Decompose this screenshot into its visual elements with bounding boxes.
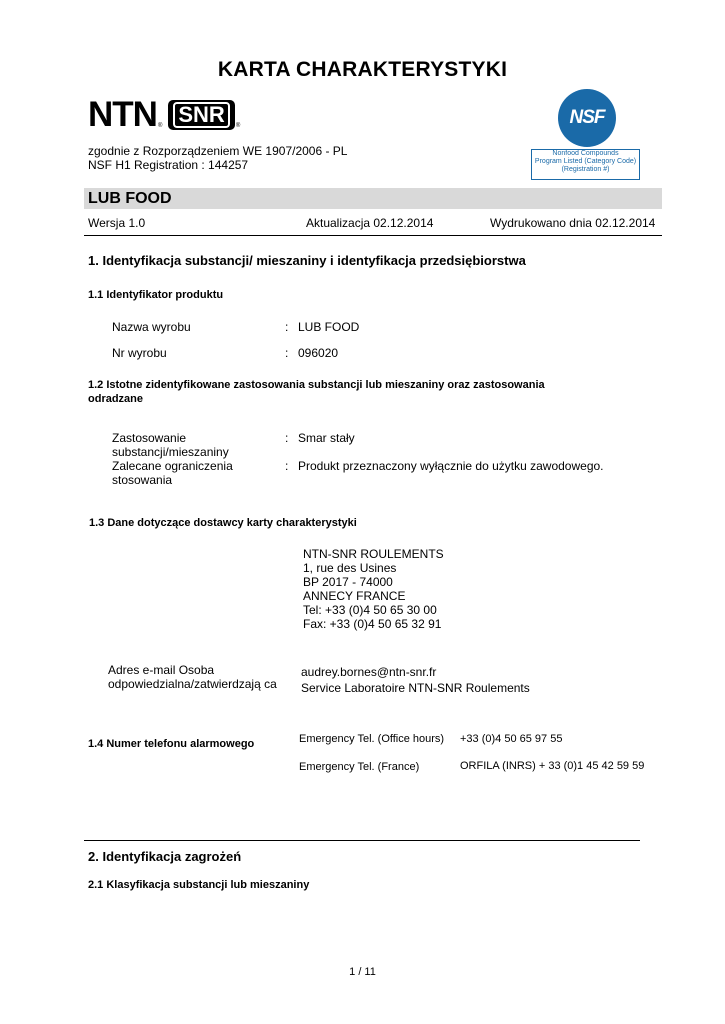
colon: : xyxy=(285,346,289,360)
header-divider xyxy=(84,235,662,236)
colon: : xyxy=(285,459,289,473)
section-1-2-heading xyxy=(88,378,545,406)
restriction-label xyxy=(112,459,233,487)
section-divider xyxy=(84,840,640,841)
email-link[interactable]: audrey.bornes@ntn-snr.fr xyxy=(301,665,437,679)
restriction-label-line-2: stosowania xyxy=(112,473,173,487)
use-value: Smar stały xyxy=(298,431,355,445)
colon: : xyxy=(285,431,289,445)
page-number: 1 / 11 xyxy=(349,966,376,978)
section-1-3-heading: 1.3 Dane dotyczące dostawcy karty charakterystyki xyxy=(89,517,357,529)
emergency-value-france: ORFILA (INRS) + 33 (0)1 45 42 59 59 xyxy=(460,760,645,772)
version: Wersja 1.0 xyxy=(88,216,146,230)
document-title: KARTA CHARAKTERYSTYKI xyxy=(217,58,508,81)
product-number-value: 096020 xyxy=(298,346,339,360)
restriction-label-line-1: Zalecane ograniczenia xyxy=(112,459,233,473)
address-line: NTN-SNR ROULEMENTS xyxy=(303,547,444,561)
address-line: Fax: +33 (0)4 50 65 32 91 xyxy=(303,617,442,631)
print-date: Wydrukowano dnia 02.12.2014 xyxy=(490,216,656,230)
section-2-1-heading: 2.1 Klasyfikacja substancji lub mieszaniny xyxy=(88,879,310,891)
nsf-box-line-2: Program Listed (Category Code) xyxy=(534,158,637,165)
product-name-value: LUB FOOD xyxy=(298,320,360,334)
ntn-logo-text: NTN xyxy=(88,95,157,134)
address-line: Tel: +33 (0)4 50 65 30 00 xyxy=(303,603,437,617)
use-label xyxy=(112,431,229,459)
address-line: ANNECY FRANCE xyxy=(303,589,406,603)
section-1-2-heading-line-2: odradzane xyxy=(88,393,144,405)
nsf-box-line-3: (Registration #) xyxy=(561,166,610,173)
registration-info xyxy=(88,144,347,172)
email-label-line-1: Adres e-mail Osoba xyxy=(108,663,215,677)
ntn-snr-logo xyxy=(88,97,240,133)
section-1-2-heading-line-1: 1.2 Istotne zidentyfikowane zastosowania substancji lub mieszaniny oraz zastosowania xyxy=(88,379,545,391)
regulation-text: zgodnie z Rozporządzeniem WE 1907/2006 - PL xyxy=(88,144,348,158)
update-date: Aktualizacja 02.12.2014 xyxy=(306,216,434,230)
colon: : xyxy=(285,320,289,334)
section-1-1-heading: 1.1 Identyfikator produktu xyxy=(88,289,224,301)
snr-logo xyxy=(168,100,234,130)
email-label-line-2: odpowiedzialna/zatwierdzają ca xyxy=(108,677,277,691)
supplier-address xyxy=(303,547,444,631)
address-line: BP 2017 - 74000 xyxy=(303,575,393,589)
emergency-label-office: Emergency Tel. (Office hours) xyxy=(299,733,445,745)
nsf-box-line-1: Nonfood Compounds xyxy=(552,150,619,157)
emergency-value-office: +33 (0)4 50 65 97 55 xyxy=(460,733,563,745)
service-name: Service Laboratoire NTN-SNR Roulements xyxy=(301,681,530,695)
registered-mark-2: ® xyxy=(235,123,241,129)
registered-mark: ® xyxy=(157,123,163,129)
nsf-logo xyxy=(558,89,616,147)
section-2-heading: 2. Identyfikacja zagrożeń xyxy=(88,849,242,864)
product-name-label: Nazwa wyrobu xyxy=(112,320,191,334)
emergency-label-france: Emergency Tel. (France) xyxy=(299,761,420,773)
nsf-listing-box xyxy=(531,149,640,180)
address-line: 1, rue des Usines xyxy=(303,561,397,575)
section-1-heading: 1. Identyfikacja substancji/ mieszaniny i identyfikacja przedsiębiorstwa xyxy=(88,253,526,268)
use-label-line-2: substancji/mieszaniny xyxy=(112,445,229,459)
nsf-registration-text: NSF H1 Registration : 144257 xyxy=(88,158,249,172)
nsf-logo-text: NSF xyxy=(569,107,605,128)
product-header: LUB FOOD xyxy=(88,190,172,207)
product-number-label: Nr wyrobu xyxy=(112,346,167,360)
section-1-4-heading: 1.4 Numer telefonu alarmowego xyxy=(88,738,255,750)
restriction-value: Produkt przeznaczony wyłącznie do użytku zawodowego. xyxy=(298,459,604,473)
use-label-line-1: Zastosowanie xyxy=(112,431,187,445)
snr-logo-text: SNR xyxy=(173,102,229,128)
email-label xyxy=(108,663,277,691)
